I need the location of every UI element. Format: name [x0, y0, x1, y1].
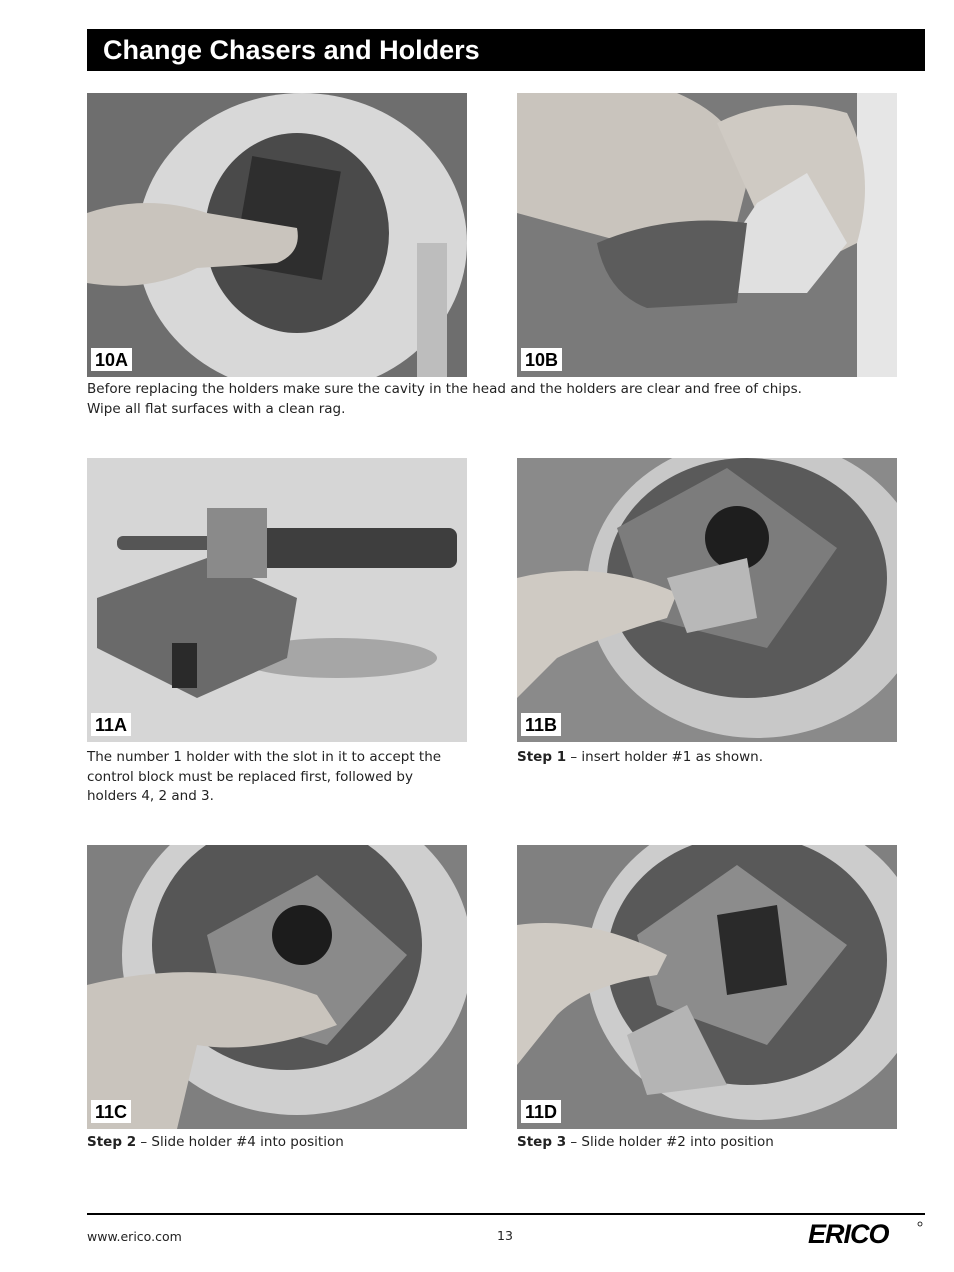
photo-11d-illustration — [517, 845, 897, 1129]
page-title: Change Chasers and Holders — [87, 29, 925, 71]
figure-label: 11A — [91, 713, 131, 736]
footer-divider — [87, 1213, 925, 1215]
figure-label: 11D — [521, 1100, 561, 1123]
step-label: Step 2 — [87, 1134, 137, 1150]
photo-10b-illustration — [517, 93, 897, 377]
caption-10-line-1: Before replacing the holders make sure the cavity in the head and the holders are clear and free of chips. — [87, 381, 802, 397]
caption-11d — [517, 1133, 897, 1153]
photo-11b-illustration — [517, 458, 897, 742]
page-number: 13 — [497, 1228, 513, 1243]
figure-label: 11C — [91, 1100, 131, 1123]
photo-11a — [87, 458, 467, 742]
caption-11c — [87, 1133, 467, 1153]
step-text: – Slide holder #4 into position — [136, 1134, 344, 1150]
photo-11a-illustration — [87, 458, 467, 742]
step-label: Step 3 — [517, 1134, 567, 1150]
caption-10-line-2: Wipe all flat surfaces with a clean rag. — [87, 400, 346, 417]
photo-11c — [87, 845, 467, 1129]
photo-11d — [517, 845, 897, 1129]
photo-10a — [87, 93, 467, 377]
caption-11a: The number 1 holder with the slot in it to accept the control block must be replaced first, followed by holders 4, 2 and 3. — [87, 749, 442, 804]
figure-label: 11B — [521, 713, 561, 736]
photo-11b — [517, 458, 897, 742]
erico-logo — [806, 1219, 924, 1247]
photo-10b — [517, 93, 897, 377]
photo-11c-illustration — [87, 845, 467, 1129]
figure-label: 10A — [91, 348, 132, 371]
step-label: Step 1 — [517, 749, 567, 765]
step-text: – Slide holder #2 into position — [566, 1134, 774, 1150]
caption-11b — [517, 748, 897, 768]
figure-label: 10B — [521, 348, 562, 371]
photo-10a-illustration — [87, 93, 467, 377]
caption-10 — [87, 380, 925, 419]
footer-url[interactable]: www.erico.com — [87, 1229, 182, 1244]
logo-text: ERICO — [808, 1219, 889, 1247]
step-text: – insert holder #1 as shown. — [566, 749, 764, 765]
